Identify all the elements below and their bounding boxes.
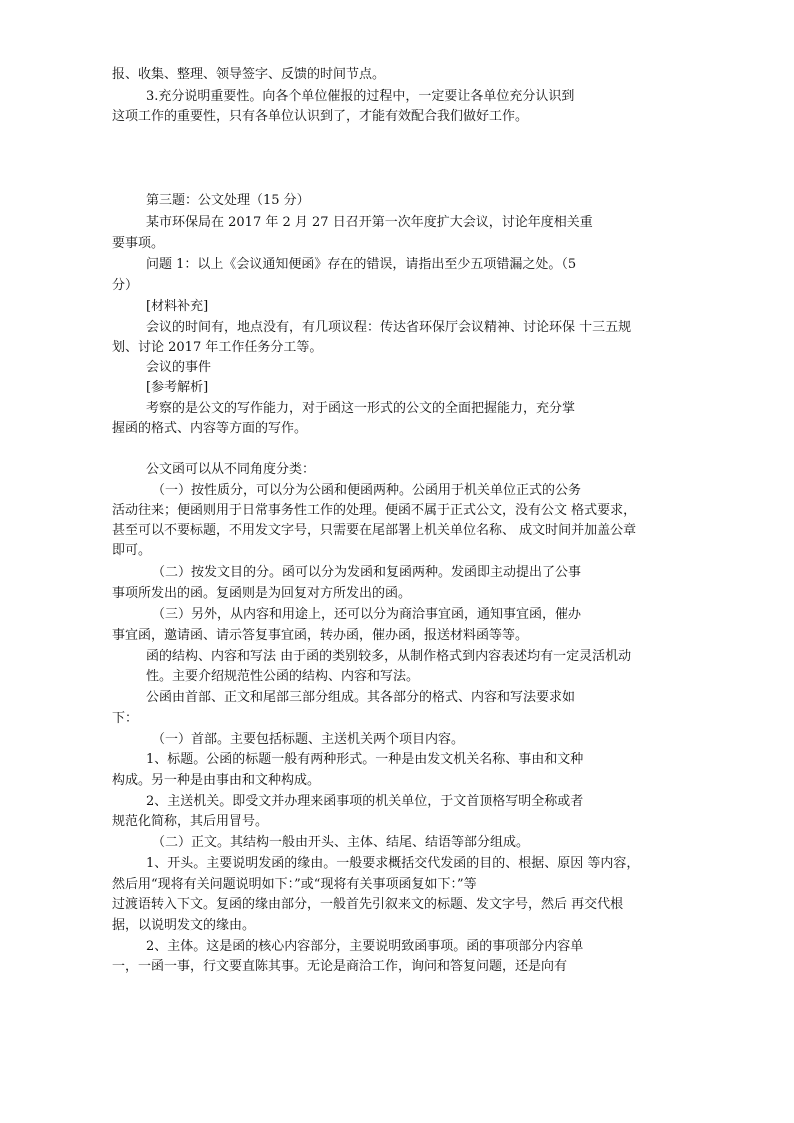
text-line: 划、讨论 2017 年工作任务分工等。 [112, 340, 323, 355]
text-line: 过渡语转入下文。复函的缘由部分，一般首先引叙来文的标题、发文字号，然后 再交代根 [112, 897, 624, 912]
text-line: 报、收集、整理、领导签字、反馈的时间节点。 [112, 67, 386, 82]
text-line: 要事项。 [112, 236, 165, 251]
text-line: （一）按性质分，可以分为公函和便函两种。公函用于机关单位正式的公务 [152, 483, 582, 498]
text-line: （三）另外，从内容和用途上，还可以分为商洽事宜函，通知事宜函，催办 [152, 607, 582, 622]
text-line: 即可。 [112, 543, 152, 558]
text-line: 1、开头。主要说明发函的缘由。一般要求概括交代发函的目的、根据、原因 等内容， [146, 856, 640, 871]
text-line: 下： [112, 711, 139, 726]
text-line: 2、主体。这是函的核心内容部分，主要说明致函事项。函的事项部分内容单 [146, 939, 584, 954]
text-line: 问题 1：以上《会议通知便函》存在的错误，请指出至少五项错漏之处。（5 [146, 257, 577, 272]
text-line: [材料补充] [146, 299, 209, 314]
text-line: 活动往来；便函则用于日常事务性工作的处理。便函不属于正式公文，没有公文 格式要求， [112, 503, 637, 518]
text-line: 甚至可以不要标题，不用发文字号，只需要在尾部署上机关单位名称、 成文时间并加盖公章 [112, 523, 637, 538]
section-heading: 第三题：公文处理（15 分） [146, 193, 310, 208]
text-line: 考察的是公文的写作能力，对于函这一形式的公文的全面把握能力，充分掌 [146, 401, 576, 416]
text-line: 1、标题。公函的标题一般有两种形式。一种是由发文机关名称、事由和文种 [146, 752, 584, 767]
text-line: 事宜函，邀请函、请示答复事宜函，转办函，催办函，报送材料函等等。 [112, 628, 529, 643]
text-line: （二）正文。其结构一般由开头、主体、结尾、结语等部分组成。 [152, 835, 530, 850]
text-line: 握函的格式、内容等方面的写作。 [112, 421, 308, 436]
text-line: 会议的事件 [146, 360, 212, 375]
text-line: 一，一函一事，行文要直陈其事。无论是商洽工作，询问和答复问题，还是向有 [112, 959, 568, 974]
text-line: 3.充分说明重要性。向各个单位催报的过程中，一定要让各单位充分认识到 [146, 89, 575, 104]
text-line: 规范化简称，其后用冒号。 [112, 814, 269, 829]
text-line: 公函由首部、正文和尾部三部分组成。其各部分的格式、内容和写法要求如 [146, 690, 576, 705]
text-line: 事项所发出的函。复函则是为回复对方所发出的函。 [112, 586, 412, 601]
text-line: 据，以说明发文的缘由。 [112, 918, 256, 933]
text-line: 函的结构、内容和写法 由于函的类别较多，从制作格式到内容表述均有一定灵活机动 [146, 649, 632, 664]
text-line: 性。主要介绍规范性公函的结构、内容和写法。 [146, 669, 420, 684]
text-line: 这项工作的重要性，只有各单位认识到了，才能有效配合我们做好工作。 [112, 109, 529, 124]
text-line: 会议的时间有，地点没有，有几项议程：传达省环保厅会议精神、讨论环保 十三五规 [146, 320, 632, 335]
text-line: 2、主送机关。即受文并办理来函事项的机关单位，于文首顶格写明全称或者 [146, 794, 584, 809]
text-line: 公文函可以从不同角度分类： [146, 462, 316, 477]
text-line: 构成。另一种是由事由和文种构成。 [112, 773, 321, 788]
text-line: [参考解析] [146, 380, 209, 395]
text-line: 分） [112, 278, 139, 293]
text-line: （二）按发文目的分。函可以分为发函和复函两种。发函即主动提出了公事 [152, 565, 582, 580]
text-line: 然后用“现将有关问题说明如下：”或“现将有关事项函复如下：”等 [112, 877, 477, 892]
text-line: （一）首部。主要包括标题、主送机关两个项目内容。 [152, 732, 465, 747]
text-line: 某市环保局在 2017 年 2 月 27 日召开第一次年度扩大会议，讨论年度相关重 [146, 215, 593, 230]
